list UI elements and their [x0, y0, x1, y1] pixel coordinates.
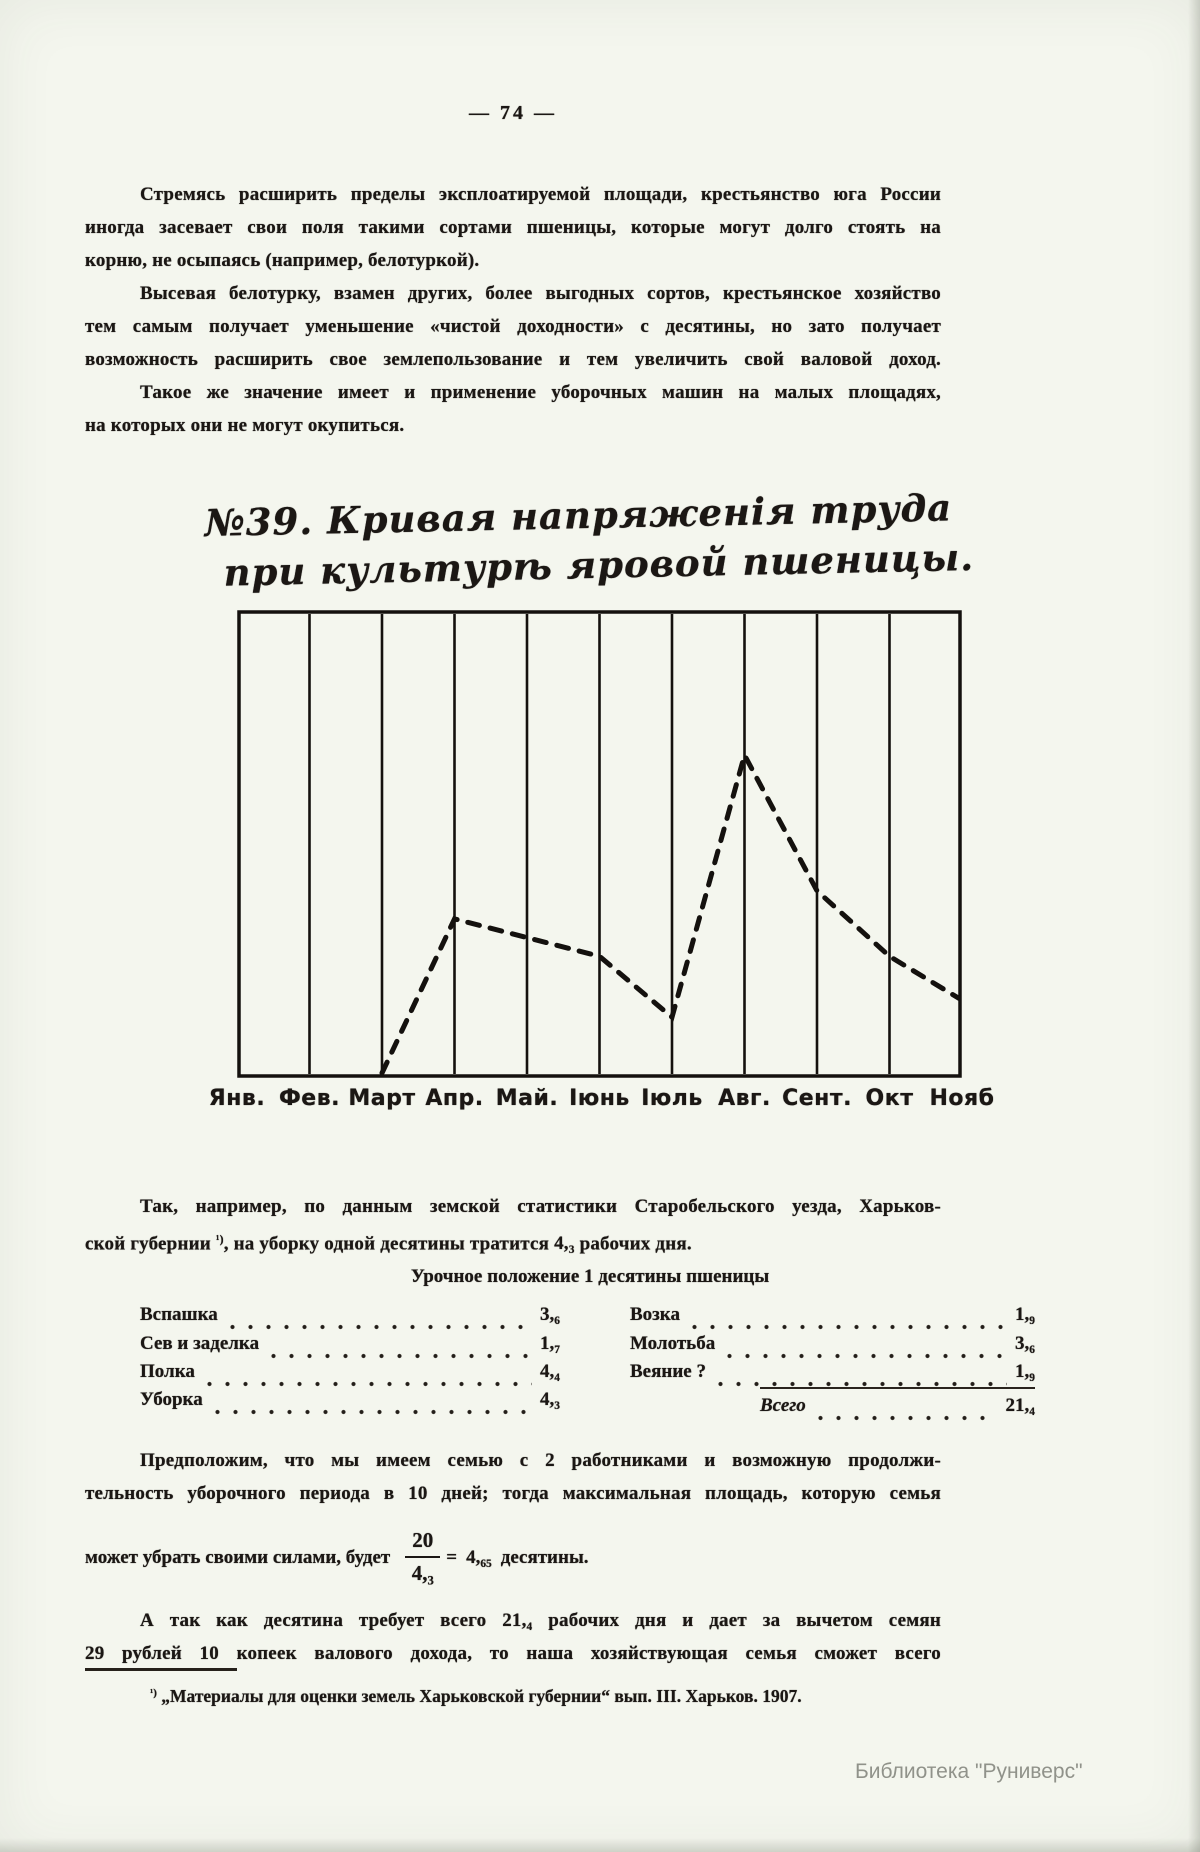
fraction-line — [85, 1528, 941, 1588]
equals-sign: = — [446, 1547, 458, 1569]
month-label: Авг. — [718, 1086, 771, 1111]
month-label: Май. — [495, 1086, 559, 1111]
library-watermark: Библиотека "Руниверс" — [855, 1760, 1083, 1783]
value-int: 1, — [540, 1333, 555, 1354]
text-segment: А так как десятина требует всего — [140, 1610, 487, 1631]
table-total-value — [1006, 1393, 1035, 1425]
value-dec: 3 — [554, 1399, 560, 1412]
text-segment: рабочих дня. — [579, 1233, 692, 1255]
paragraph-4 — [85, 1190, 941, 1256]
fraction-numerator: 20 — [405, 1528, 440, 1558]
value-int: 4, — [466, 1546, 481, 1568]
footnote-marker: ¹) — [215, 1233, 224, 1246]
table-total-row — [760, 1387, 1035, 1425]
paragraph-5 — [85, 1444, 941, 1510]
table-row — [140, 1387, 560, 1419]
value-with-sub — [466, 1547, 492, 1570]
footnote-rule — [85, 1668, 237, 1671]
month-label: Окт — [865, 1086, 914, 1111]
dot-leader — [692, 1324, 1007, 1330]
text-segment: , на уборку одной десятины тратится — [223, 1233, 550, 1255]
value-int: 3, — [540, 1304, 555, 1325]
value-int: 1, — [1015, 1361, 1030, 1382]
value-dec: 9 — [1029, 1314, 1035, 1327]
value-dec: 4 — [1029, 1405, 1035, 1418]
value-dec: 6 — [1029, 1343, 1035, 1356]
value-int: 4, — [411, 1561, 428, 1585]
page-edge-bottom — [0, 1838, 1200, 1852]
month-label: Апр. — [425, 1086, 484, 1111]
page-edge-right — [1188, 0, 1200, 1852]
text-segment: рабочих дня и дает за вычетом семян — [548, 1610, 941, 1631]
value-dec: 9 — [1029, 1371, 1035, 1384]
value-dec: 4 — [526, 1620, 533, 1633]
value-int: 4, — [554, 1233, 569, 1255]
value-int: 1, — [1015, 1304, 1030, 1325]
table-title: Урочное положение 1 десятины пшеницы — [410, 1266, 770, 1287]
text-line: Такое же значение имеет и применение уборочных машин на малых площадях, — [140, 382, 941, 403]
paragraph-3 — [85, 376, 941, 442]
labor-intensity-chart — [237, 610, 962, 1078]
text-line: корню, не осыпаясь (например, белотуркой). — [85, 250, 480, 271]
table-row-label: Возка — [630, 1304, 680, 1325]
text-line: 29 рублей 10 копеек валового дохода, то наша хозяйствующая семья сможет всего — [85, 1643, 941, 1664]
text-line: Высевая белотурку, взамен других, более выгодных сортов, крестьянское хозяйство — [140, 283, 941, 304]
month-label: Іюль — [641, 1086, 703, 1111]
month-label: Іюнь — [569, 1086, 630, 1111]
table-row-label: Уборка — [140, 1389, 203, 1410]
month-label: Фев. — [278, 1086, 341, 1111]
chart-title-line-1: №39. Кривая напряженія труда — [204, 485, 953, 546]
month-label: Нояб — [929, 1086, 995, 1111]
value-with-sub — [554, 1233, 575, 1257]
value-int: 4, — [540, 1389, 555, 1410]
table-row-label: Вспашка — [140, 1304, 218, 1325]
chart-title — [204, 482, 975, 598]
paragraph-1 — [85, 178, 941, 277]
fraction — [405, 1528, 440, 1588]
page-number: — 74 — — [469, 102, 557, 124]
text-line: на которых они не могут окупиться. — [85, 415, 405, 436]
dot-leader — [215, 1409, 532, 1415]
dot-leader — [818, 1415, 998, 1421]
value-dec: 3 — [568, 1244, 575, 1257]
table-row — [140, 1302, 560, 1334]
labor-curve — [382, 755, 959, 1073]
chart-title-line-2: при культурѣ яровой пшеницы. — [223, 534, 975, 595]
value-int: 21, — [1005, 1395, 1030, 1416]
value-with-sub — [502, 1610, 532, 1631]
footnote-marker: ¹) — [150, 1687, 157, 1700]
text-line: тем самым получает уменьшение «чистой доходности» с десятины, но зато получает — [85, 316, 941, 337]
text-line: Так, например, по данным земской статистики Старобельского уезда, Харьков- — [140, 1196, 941, 1217]
text-line: тельность уборочного периода в 10 дней; тогда максимальная площадь, которую семья — [85, 1483, 941, 1504]
table-total-label: Всего — [760, 1395, 806, 1416]
value-dec: 6 — [554, 1314, 560, 1327]
table-row — [630, 1302, 1035, 1334]
text-line: возможность расширить свое землепользование и тем увеличить свой валовой доход. — [85, 349, 941, 370]
table-row-label: Полка — [140, 1361, 195, 1382]
text-line — [85, 1223, 941, 1256]
table-row-label: Молотьба — [630, 1333, 716, 1354]
month-label: Сент. — [782, 1086, 852, 1111]
value-dec: 65 — [480, 1557, 492, 1570]
footnote — [150, 1686, 980, 1707]
footnote-text: „Материалы для оценки земель Харьковской губернии“ вып. III. Харьков. 1907. — [161, 1686, 802, 1706]
table-row-value — [1015, 1302, 1035, 1334]
value-dec: 4 — [554, 1371, 560, 1384]
fraction-denominator — [405, 1558, 440, 1588]
text-line: иногда засевает свои поля такими сортами пшеницы, которые могут долго стоять на — [85, 217, 941, 238]
text-line: Предположим, что мы имеем семью с 2 работниками и возможную продолжи- — [140, 1450, 941, 1471]
table-row-label: Веяние ? — [630, 1361, 706, 1382]
value-int: 3, — [1015, 1333, 1030, 1354]
text-segment: может убрать своими силами, будет — [85, 1547, 391, 1569]
dot-leader — [230, 1324, 532, 1330]
paragraph-6 — [85, 1604, 941, 1670]
table-row-label: Сев и заделка — [140, 1333, 260, 1354]
month-label: Март — [348, 1086, 416, 1111]
value-int: 4, — [540, 1361, 555, 1382]
paragraph-2 — [85, 277, 941, 376]
value-dec: 3 — [427, 1573, 434, 1588]
text-segment: десятины. — [500, 1547, 589, 1569]
text-segment: ской губернии — [85, 1233, 211, 1255]
month-label: Янв. — [208, 1086, 266, 1111]
value-dec: 7 — [554, 1343, 560, 1356]
text-line — [85, 1604, 941, 1637]
value-int: 21, — [502, 1610, 527, 1631]
month-axis — [0, 1086, 1200, 1116]
text-line: Стремясь расширить пределы эксплоатируемой площади, крестьянство юга России — [140, 184, 941, 205]
table-row-value — [540, 1302, 560, 1334]
table-row-value — [540, 1387, 560, 1419]
